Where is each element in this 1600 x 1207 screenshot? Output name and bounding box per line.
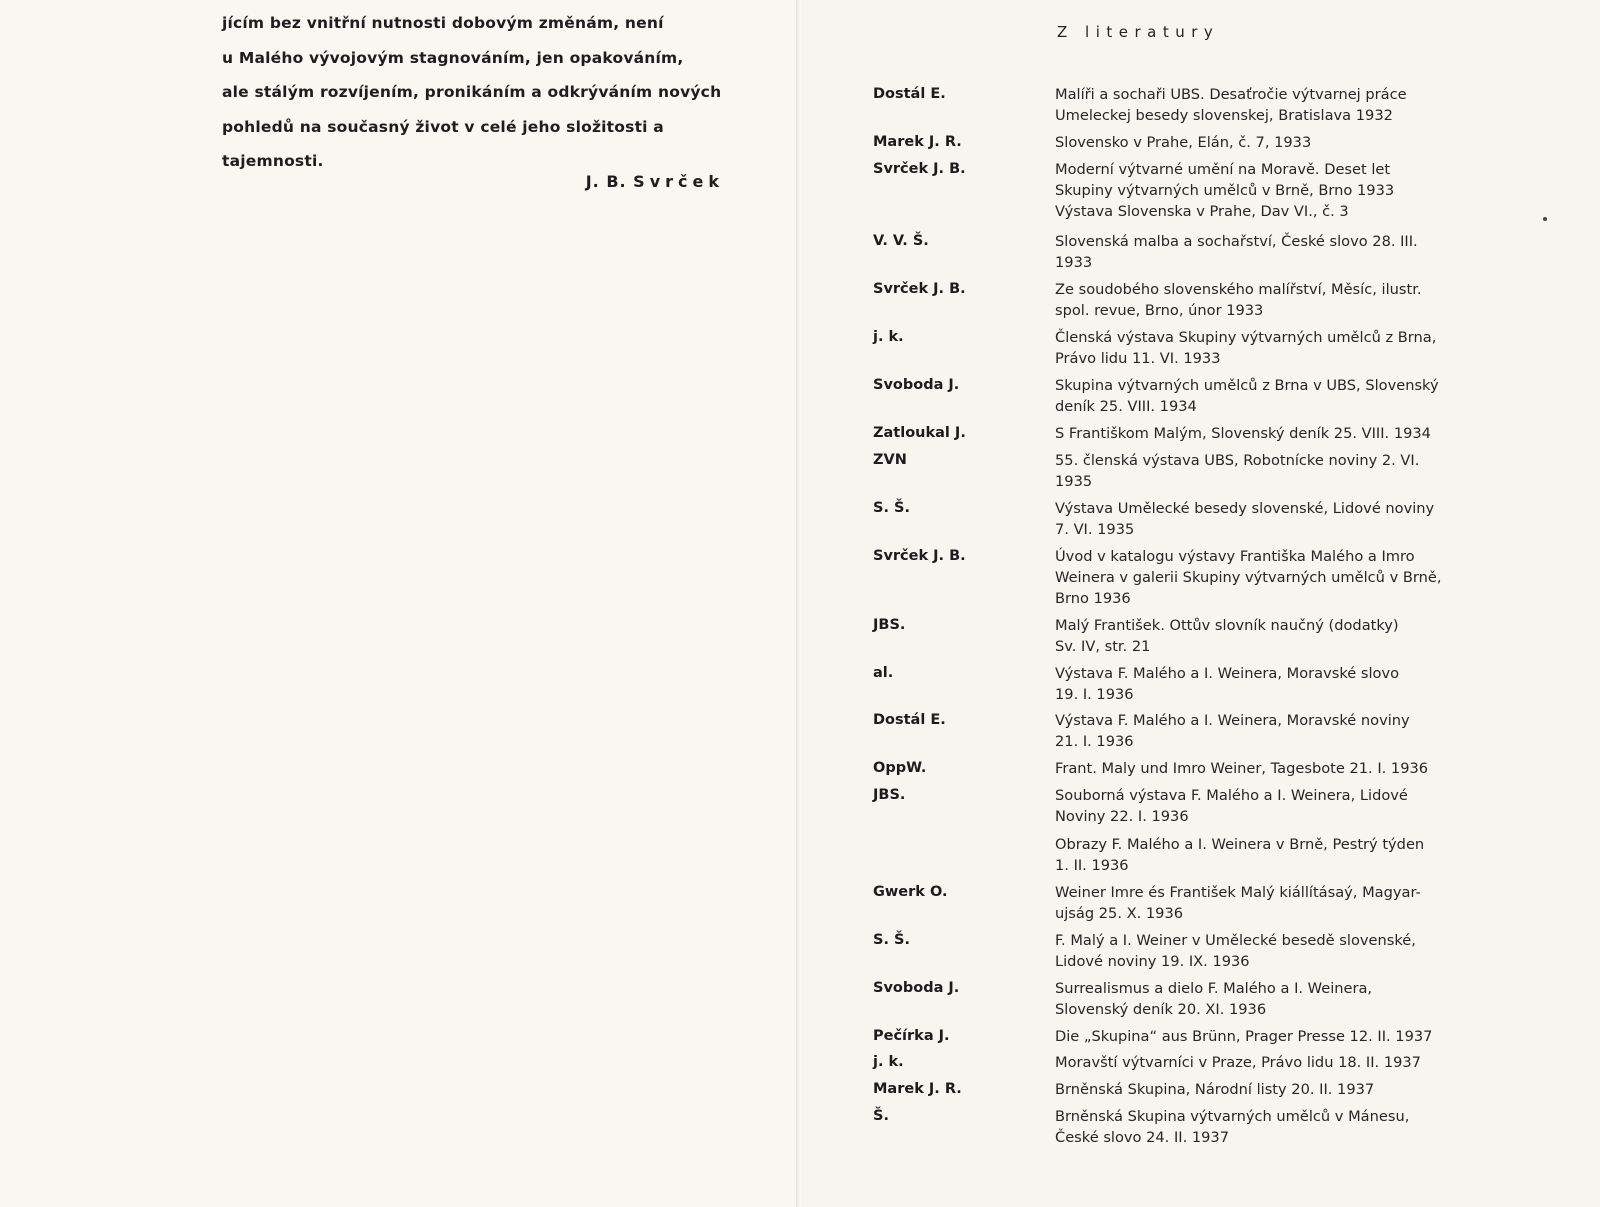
bibliography-reference	[1055, 710, 1475, 752]
paragraph-line: jícím bez vnitřní nutnosti dobovým změnám, není	[222, 14, 664, 32]
bibliography-reference	[1055, 498, 1475, 540]
paragraph-line: pohledů na současný život v celé jeho složitosti a	[222, 117, 664, 136]
reference-line: Umeleckej besedy slovenskej, Bratislava 1932	[1055, 107, 1393, 124]
reference-line: Weiner Imre és František Malý kiállításaý, Magyar-	[1055, 884, 1421, 901]
reference-line: Skupiny výtvarných umělců v Brně, Brno 1933	[1055, 182, 1395, 199]
bibliography-reference	[1055, 882, 1475, 924]
reference-line: spol. revue, Brno, únor 1933	[1055, 302, 1264, 319]
bibliography-author: j. k.	[873, 1054, 904, 1070]
reference-line: Weinera v galerii Skupiny výtvarných umělců v Brně,	[1055, 569, 1442, 586]
reference-line: České slovo 24. II. 1937	[1055, 1129, 1229, 1146]
bibliography-reference	[1055, 615, 1475, 657]
reference-line: 21. I. 1936	[1055, 733, 1134, 750]
bibliography-author: Svrček J. B.	[873, 548, 966, 564]
reference-line: Moderní výtvarné umění na Moravě. Deset let	[1055, 161, 1391, 178]
bibliography-author: Svrček J. B.	[873, 161, 966, 177]
reference-line: Frant. Maly und Imro Weiner, Tagesbote 21. I. 1936	[1055, 760, 1429, 777]
bibliography-reference	[1055, 279, 1475, 321]
bibliography-author: Gwerk O.	[873, 884, 948, 900]
bibliography-title: Z literatury	[1057, 23, 1220, 41]
bibliography-reference	[1055, 663, 1475, 705]
reference-line: Úvod v katalogu výstavy Františka Malého a Imro	[1055, 548, 1415, 565]
bibliography-reference	[1055, 375, 1475, 417]
bibliography-reference	[1055, 834, 1475, 876]
bibliography-author: Marek J. R.	[873, 134, 962, 150]
bibliography-reference	[1055, 758, 1475, 779]
bibliography-reference	[1055, 159, 1475, 222]
reference-line: 1933	[1055, 254, 1093, 271]
reference-line: Brno 1936	[1055, 590, 1131, 607]
bibliography-author: Dostál E.	[873, 86, 946, 102]
bibliography-author: JBS.	[873, 617, 906, 633]
bibliography-reference	[1055, 132, 1475, 153]
reference-line: Surrealismus a dielo F. Malého a I. Weinera,	[1055, 980, 1373, 997]
bibliography-reference	[1055, 546, 1475, 609]
bibliography-reference	[1055, 1079, 1475, 1100]
reference-line: Die „Skupina“ aus Brünn, Prager Presse 12. II. 1937	[1055, 1028, 1433, 1045]
reference-line: Výstava Umělecké besedy slovenské, Lidové noviny	[1055, 500, 1435, 517]
bibliography-reference	[1055, 1106, 1475, 1148]
bibliography-author: V. V. Š.	[873, 233, 929, 249]
reference-line: Malíři a sochaři UBS. Desaťročie výtvarnej práce	[1055, 86, 1407, 103]
reference-line: F. Malý a I. Weiner v Umělecké besedě slovenské,	[1055, 932, 1416, 949]
bibliography-author: al.	[873, 665, 894, 681]
signature-initials: J. B.	[585, 172, 627, 191]
bibliography-author: Pečírka J.	[873, 1028, 950, 1044]
bibliography-reference	[1055, 785, 1475, 827]
bibliography-author: Zatloukal J.	[873, 425, 966, 441]
reference-line: Výstava F. Malého a I. Weinera, Moravské noviny	[1055, 712, 1410, 729]
bibliography-author: Marek J. R.	[873, 1081, 962, 1097]
reference-line: Lidové noviny 19. IX. 1936	[1055, 953, 1250, 970]
reference-line: S Františkom Malým, Slovenský deník 25. VIII. 1934	[1055, 425, 1431, 442]
reference-line: Výstava Slovenska v Prahe, Dav VI., č. 3	[1055, 203, 1349, 220]
bibliography-author: OppW.	[873, 760, 927, 776]
print-speck	[1543, 217, 1547, 221]
bibliography-author: Dostál E.	[873, 712, 946, 728]
reference-line: 19. I. 1936	[1055, 686, 1134, 703]
reference-line: 7. VI. 1935	[1055, 521, 1135, 538]
reference-line: Výstava F. Malého a I. Weinera, Moravské slovo	[1055, 665, 1400, 682]
paragraph-line: tajemnosti.	[222, 152, 324, 170]
author-signature	[560, 172, 724, 191]
reference-line: Noviny 22. I. 1936	[1055, 808, 1189, 825]
reference-line: Členská výstava Skupiny výtvarných umělců z Brna,	[1055, 329, 1437, 346]
closing-paragraph	[222, 6, 724, 179]
reference-line: Slovensko v Prahe, Elán, č. 7, 1933	[1055, 134, 1312, 151]
reference-line: Brněnská Skupina, Národní listy 20. II. 1937	[1055, 1081, 1375, 1098]
reference-line: Právo lidu 11. VI. 1933	[1055, 350, 1221, 367]
bibliography-author: S. Š.	[873, 932, 910, 948]
paragraph-line: ale stálým rozvíjením, pronikáním a odkrýváním nových	[222, 83, 722, 101]
bibliography-reference	[1055, 450, 1475, 492]
reference-line: Obrazy F. Malého a I. Weinera v Brně, Pestrý týden	[1055, 836, 1425, 853]
bibliography-author: Svoboda J.	[873, 980, 960, 996]
reference-line: Slovenská malba a sochařství, České slovo 28. III.	[1055, 233, 1418, 250]
bibliography-author: S. Š.	[873, 500, 910, 516]
bibliography-author: Š.	[873, 1108, 889, 1124]
reference-line: 1. II. 1936	[1055, 857, 1129, 874]
reference-line: ujság 25. X. 1936	[1055, 905, 1184, 922]
bibliography-author: ZVN	[873, 452, 907, 468]
bibliography-reference	[1055, 1052, 1475, 1073]
bibliography-reference	[1055, 423, 1475, 444]
reference-line: Skupina výtvarných umělců z Brna v UBS, Slovenský	[1055, 377, 1439, 394]
bibliography-reference	[1055, 978, 1475, 1020]
reference-line: Ze soudobého slovenského malířství, Měsíc, ilustr.	[1055, 281, 1422, 298]
reference-line: Malý František. Ottův slovník naučný (dodatky)	[1055, 617, 1399, 634]
bibliography-reference	[1055, 930, 1475, 972]
reference-line: Brněnská Skupina výtvarných umělců v Mánesu,	[1055, 1108, 1410, 1125]
bibliography-reference	[1055, 1026, 1475, 1047]
bibliography-reference	[1055, 231, 1475, 273]
bibliography-author: j. k.	[873, 329, 904, 345]
reference-line: Slovenský deník 20. XI. 1936	[1055, 1001, 1267, 1018]
reference-line: 55. členská výstava UBS, Robotnícke noviny 2. VI.	[1055, 452, 1420, 469]
bibliography-reference	[1055, 327, 1475, 369]
bibliography-author: Svoboda J.	[873, 377, 960, 393]
bibliography-author: JBS.	[873, 787, 906, 803]
reference-line: 1935	[1055, 473, 1093, 490]
bibliography-author: Svrček J. B.	[873, 281, 966, 297]
paragraph-line: u Malého vývojovým stagnováním, jen opakováním,	[222, 48, 684, 67]
reference-line: Souborná výstava F. Malého a I. Weinera, Lidové	[1055, 787, 1408, 804]
signature-surname: Svrček	[633, 172, 724, 191]
reference-line: Moravští výtvarníci v Praze, Právo lidu 18. II. 1937	[1055, 1054, 1421, 1071]
reference-line: deník 25. VIII. 1934	[1055, 398, 1197, 415]
bibliography-reference	[1055, 84, 1475, 126]
reference-line: Sv. IV, str. 21	[1055, 638, 1151, 655]
